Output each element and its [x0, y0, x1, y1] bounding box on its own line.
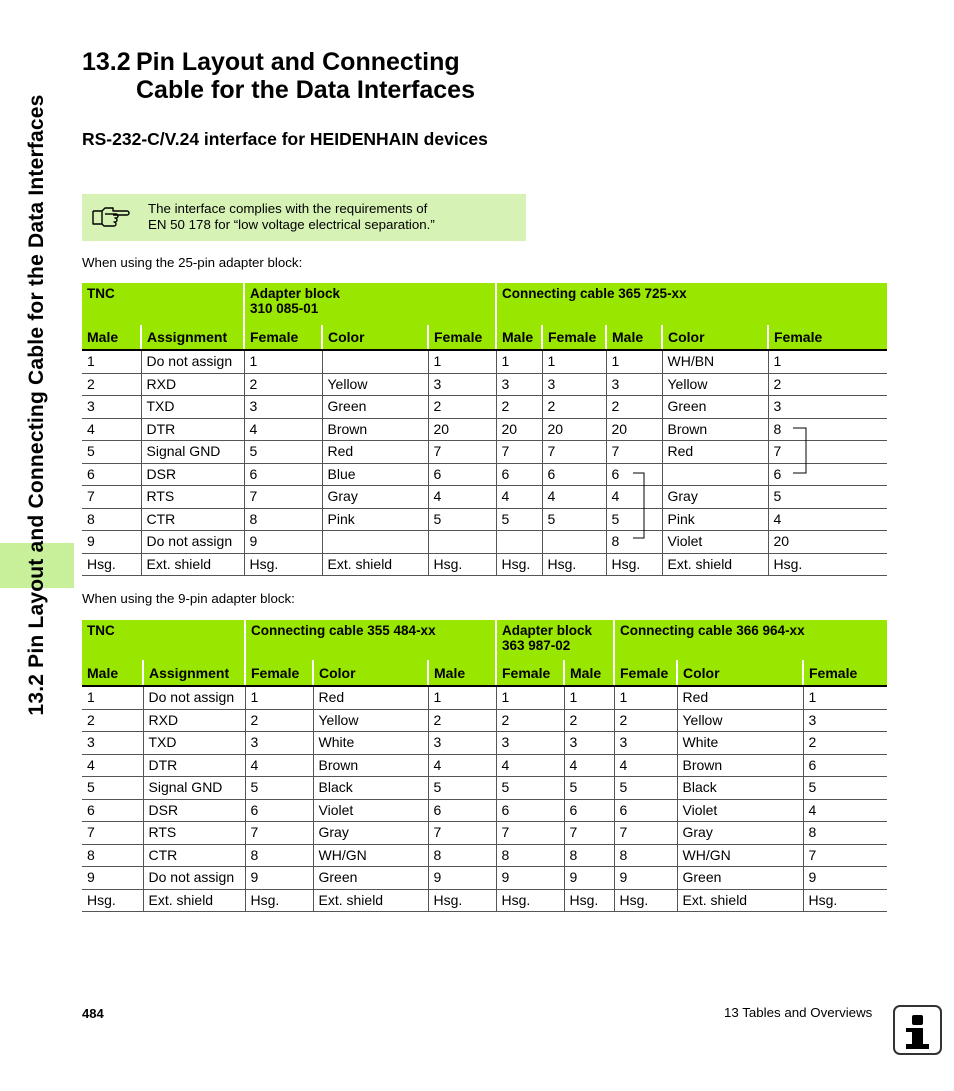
table-cell: 2 [542, 396, 606, 419]
table-cell: 4 [564, 754, 614, 777]
table-cell: 2 [803, 732, 887, 755]
table-cell: 5 [542, 508, 606, 531]
table-cell: Hsg. [82, 889, 143, 912]
table-cell: 6 [803, 754, 887, 777]
table-cell: 6 [606, 463, 662, 486]
table-cell: 8 [564, 844, 614, 867]
table-cell: 5 [606, 508, 662, 531]
note-box [82, 194, 526, 241]
table-cell: 3 [606, 373, 662, 396]
table-cell: Hsg. [542, 553, 606, 576]
table-cell: 7 [244, 486, 322, 509]
table-cell: Violet [677, 799, 803, 822]
table-cell: DSR [143, 799, 245, 822]
table-cell: Hsg. [803, 889, 887, 912]
group-connecting-cable-1: Connecting cable 355 484-xx [245, 620, 496, 660]
table-cell: Yellow [322, 373, 428, 396]
table-cell: 9 [245, 867, 313, 890]
side-tab-label: 13.2 Pin Layout and Connecting Cable for the Data Interfaces [25, 94, 48, 716]
table-cell: Signal GND [143, 777, 245, 800]
table-cell: 5 [82, 441, 141, 464]
table-cell: 4 [496, 754, 564, 777]
table-cell: 1 [82, 686, 143, 709]
table-cell [428, 531, 496, 554]
table-cell: 8 [82, 844, 143, 867]
table-cell: Yellow [313, 709, 428, 732]
table-cell: WH/GN [313, 844, 428, 867]
table25-caption: When using the 25-pin adapter block: [82, 255, 303, 270]
table-cell: Hsg. [428, 553, 496, 576]
table-row [82, 686, 887, 709]
table-cell: RXD [143, 709, 245, 732]
table-cell: 9 [496, 867, 564, 890]
table-cell: 20 [542, 418, 606, 441]
table-cell: 9 [803, 867, 887, 890]
table-cell: DSR [141, 463, 244, 486]
table-row [82, 822, 887, 845]
table-cell: Ext. shield [143, 889, 245, 912]
table-cell: 1 [496, 686, 564, 709]
table-cell: 4 [82, 418, 141, 441]
table-cell: 4 [244, 418, 322, 441]
table-cell: Red [677, 686, 803, 709]
column-header: Color [322, 325, 428, 350]
table-cell: WH/GN [677, 844, 803, 867]
table-cell: 1 [614, 686, 677, 709]
table-cell: Red [313, 686, 428, 709]
table-cell: DTR [141, 418, 244, 441]
table-row [82, 418, 887, 441]
table-cell: 2 [82, 709, 143, 732]
table-cell: 3 [496, 732, 564, 755]
table-cell: Yellow [662, 373, 768, 396]
table-cell: 2 [496, 396, 542, 419]
table-cell: Signal GND [141, 441, 244, 464]
column-header: Male [82, 660, 143, 686]
table-cell: Do not assign [141, 350, 244, 373]
table-cell: 5 [564, 777, 614, 800]
table-cell: RXD [141, 373, 244, 396]
table-cell: Ext. shield [662, 553, 768, 576]
column-header: Female [244, 325, 322, 350]
table-cell: 3 [564, 732, 614, 755]
table-cell: Pink [662, 508, 768, 531]
table-cell: 2 [564, 709, 614, 732]
table-cell: 3 [428, 373, 496, 396]
group-adapter-line1: Adapter block [250, 286, 341, 301]
table-row [82, 486, 887, 509]
table-cell: Hsg. [496, 889, 564, 912]
table-cell: 5 [496, 508, 542, 531]
column-header: Male [428, 660, 496, 686]
table-cell: 7 [768, 441, 887, 464]
table-row [82, 463, 887, 486]
table-cell: 8 [606, 531, 662, 554]
column-header: Female [768, 325, 887, 350]
table-cell: Ext. shield [677, 889, 803, 912]
chapter-number: 13.2 [82, 48, 131, 76]
table-cell: 5 [428, 777, 496, 800]
table-cell: 1 [428, 350, 496, 373]
table-cell: Ext. shield [322, 553, 428, 576]
table-25pin [82, 283, 887, 576]
column-header: Male [606, 325, 662, 350]
table-cell: 8 [803, 822, 887, 845]
table-cell: 6 [564, 799, 614, 822]
table-cell: 4 [428, 486, 496, 509]
column-header: Female [496, 660, 564, 686]
table-cell: White [313, 732, 428, 755]
table-cell: 3 [803, 709, 887, 732]
table-cell: 7 [496, 441, 542, 464]
table-cell: Yellow [677, 709, 803, 732]
note-line-2: EN 50 178 for “low voltage electrical separation.” [148, 217, 435, 232]
table-cell: 5 [82, 777, 143, 800]
table-cell: 7 [542, 441, 606, 464]
table-cell: Gray [322, 486, 428, 509]
table-cell: 7 [428, 441, 496, 464]
table-cell: Do not assign [143, 867, 245, 890]
table-cell: RTS [141, 486, 244, 509]
group-connecting-cable-2: Connecting cable 366 964-xx [614, 620, 887, 660]
table-row [82, 350, 887, 373]
table-cell: 6 [496, 463, 542, 486]
table-cell: 7 [245, 822, 313, 845]
table-cell: 2 [428, 396, 496, 419]
table-cell: 3 [245, 732, 313, 755]
table-cell: 8 [82, 508, 141, 531]
table-cell: 9 [82, 531, 141, 554]
section-title: RS-232-C/V.24 interface for HEIDENHAIN devices [82, 129, 488, 149]
table-cell: 3 [82, 396, 141, 419]
table-cell: 8 [245, 844, 313, 867]
table-cell: 2 [606, 396, 662, 419]
table-cell: Hsg. [245, 889, 313, 912]
table-row [82, 508, 887, 531]
table-cell: Pink [322, 508, 428, 531]
table-cell: 3 [614, 732, 677, 755]
table-cell: Brown [313, 754, 428, 777]
table-cell: 6 [82, 463, 141, 486]
table-cell: White [677, 732, 803, 755]
table-cell: Black [313, 777, 428, 800]
group-tnc: TNC [82, 283, 244, 325]
table-cell: Violet [662, 531, 768, 554]
table-cell: Gray [677, 822, 803, 845]
table-cell: TXD [141, 396, 244, 419]
table-cell: 7 [428, 822, 496, 845]
table-cell: 5 [244, 441, 322, 464]
table-cell: Brown [322, 418, 428, 441]
table-cell: 1 [803, 686, 887, 709]
table-cell: 20 [606, 418, 662, 441]
group-adapter-line1: Adapter block [502, 623, 593, 638]
table-9pin [82, 620, 887, 912]
table-row [82, 531, 887, 554]
table-cell: 6 [244, 463, 322, 486]
table-cell: 1 [244, 350, 322, 373]
table-cell: Green [313, 867, 428, 890]
table-cell: 1 [564, 686, 614, 709]
table-cell: 6 [428, 463, 496, 486]
table-cell: 2 [245, 709, 313, 732]
table-cell: 6 [496, 799, 564, 822]
table-cell: 3 [82, 732, 143, 755]
table-cell: 2 [496, 709, 564, 732]
column-header: Male [564, 660, 614, 686]
column-header: Color [662, 325, 768, 350]
group-adapter-line2: 310 085-01 [250, 301, 319, 316]
column-header: Male [496, 325, 542, 350]
table-cell: 2 [244, 373, 322, 396]
table-cell: 9 [564, 867, 614, 890]
table-cell: Red [322, 441, 428, 464]
table-cell: 6 [768, 463, 887, 486]
table-cell: Hsg. [244, 553, 322, 576]
table-cell: RTS [143, 822, 245, 845]
table-row [82, 732, 887, 755]
table-cell: 2 [82, 373, 141, 396]
column-header: Female [614, 660, 677, 686]
table-cell: Green [662, 396, 768, 419]
group-tnc: TNC [82, 620, 245, 660]
table-cell [322, 350, 428, 373]
table-cell: 4 [803, 799, 887, 822]
chapter-title [82, 48, 475, 104]
table-cell: 9 [614, 867, 677, 890]
table-cell: 5 [803, 777, 887, 800]
column-header: Color [313, 660, 428, 686]
table-cell: 6 [614, 799, 677, 822]
table-cell: DTR [143, 754, 245, 777]
table-cell: 1 [542, 350, 606, 373]
table-row [82, 709, 887, 732]
table-cell: 7 [803, 844, 887, 867]
table-cell: 3 [244, 396, 322, 419]
table-row [82, 867, 887, 890]
table-cell: 4 [542, 486, 606, 509]
table-cell: 7 [496, 822, 564, 845]
table-cell: 4 [245, 754, 313, 777]
table-cell: 8 [496, 844, 564, 867]
table-row [82, 889, 887, 912]
table-cell: 1 [768, 350, 887, 373]
table-cell: 4 [768, 508, 887, 531]
info-icon [893, 1005, 942, 1055]
table-cell: Green [677, 867, 803, 890]
table-row [82, 777, 887, 800]
table-cell: 8 [614, 844, 677, 867]
table9-caption: When using the 9-pin adapter block: [82, 591, 295, 606]
table-cell: 3 [542, 373, 606, 396]
table-cell: Violet [313, 799, 428, 822]
table-cell: Hsg. [768, 553, 887, 576]
table-cell: Green [322, 396, 428, 419]
side-tab [0, 0, 74, 1091]
table-cell: 1 [245, 686, 313, 709]
table-cell: 3 [768, 396, 887, 419]
table-cell: Hsg. [606, 553, 662, 576]
table-cell: 4 [606, 486, 662, 509]
column-header: Assignment [141, 325, 244, 350]
table-cell: 2 [614, 709, 677, 732]
table-cell: 1 [496, 350, 542, 373]
column-header: Female [803, 660, 887, 686]
table-cell: 1 [606, 350, 662, 373]
group-connecting-cable: Connecting cable 365 725-xx [496, 283, 887, 325]
table-cell: 5 [614, 777, 677, 800]
table-cell: TXD [143, 732, 245, 755]
table-row [82, 373, 887, 396]
table-row [82, 799, 887, 822]
table-cell: 9 [82, 867, 143, 890]
table-cell: 20 [428, 418, 496, 441]
table-cell: 6 [542, 463, 606, 486]
table-cell: CTR [143, 844, 245, 867]
table-cell: Hsg. [614, 889, 677, 912]
column-header: Female [542, 325, 606, 350]
table-cell: Hsg. [428, 889, 496, 912]
table-cell: 6 [428, 799, 496, 822]
table-row [82, 441, 887, 464]
table-cell: Gray [313, 822, 428, 845]
table-cell: 4 [428, 754, 496, 777]
table-cell: 7 [614, 822, 677, 845]
table-cell: 1 [428, 686, 496, 709]
table-cell [662, 463, 768, 486]
table-cell: Blue [322, 463, 428, 486]
table-cell: Black [677, 777, 803, 800]
table-cell: Brown [677, 754, 803, 777]
column-header: Female [245, 660, 313, 686]
table-cell: 2 [768, 373, 887, 396]
chapter-title-line2: Cable for the Data Interfaces [136, 76, 475, 104]
table-cell: CTR [141, 508, 244, 531]
table-row [82, 754, 887, 777]
table-cell [542, 531, 606, 554]
table-cell: Hsg. [564, 889, 614, 912]
table-cell: Red [662, 441, 768, 464]
table-row [82, 396, 887, 419]
table-cell: 7 [82, 822, 143, 845]
table-cell: 3 [496, 373, 542, 396]
table-cell: 4 [496, 486, 542, 509]
table-cell: Hsg. [82, 553, 141, 576]
table-cell: 7 [82, 486, 141, 509]
table-cell: 20 [768, 531, 887, 554]
table-cell [496, 531, 542, 554]
table-cell: Ext. shield [141, 553, 244, 576]
table-cell: 5 [245, 777, 313, 800]
column-header: Color [677, 660, 803, 686]
table-cell: 9 [244, 531, 322, 554]
note-line-1: The interface complies with the requirements of [148, 201, 428, 216]
table-cell: 7 [564, 822, 614, 845]
table-cell: Hsg. [496, 553, 542, 576]
footer-chapter-label: 13 Tables and Overviews [724, 1005, 873, 1020]
table-cell: Do not assign [143, 686, 245, 709]
table-row [82, 553, 887, 576]
table-cell: 5 [496, 777, 564, 800]
table-cell: Do not assign [141, 531, 244, 554]
table-cell: 2 [428, 709, 496, 732]
table-cell: 9 [428, 867, 496, 890]
table-cell: 4 [614, 754, 677, 777]
chapter-title-line1: Pin Layout and Connecting [136, 48, 460, 76]
table-cell: 1 [82, 350, 141, 373]
group-adapter-block [496, 620, 614, 660]
table-cell [322, 531, 428, 554]
table-row [82, 844, 887, 867]
column-header: Male [82, 325, 141, 350]
page-number: 484 [82, 1006, 104, 1021]
table-cell: 5 [428, 508, 496, 531]
table-cell: 20 [496, 418, 542, 441]
table-cell: WH/BN [662, 350, 768, 373]
table-cell: Gray [662, 486, 768, 509]
table-cell: 8 [428, 844, 496, 867]
pointing-hand-icon [90, 202, 130, 230]
table-cell: 8 [244, 508, 322, 531]
note-text [148, 201, 435, 233]
table-cell: 8 [768, 418, 887, 441]
group-adapter-line2: 363 987-02 [502, 638, 571, 653]
table-cell: 5 [768, 486, 887, 509]
column-header: Female [428, 325, 496, 350]
group-adapter-block [244, 283, 496, 325]
table-cell: Ext. shield [313, 889, 428, 912]
table-cell: 3 [428, 732, 496, 755]
table-cell: 6 [82, 799, 143, 822]
table-cell: 6 [245, 799, 313, 822]
table-cell: 7 [606, 441, 662, 464]
table-cell: Brown [662, 418, 768, 441]
table-cell: 4 [82, 754, 143, 777]
column-header: Assignment [143, 660, 245, 686]
